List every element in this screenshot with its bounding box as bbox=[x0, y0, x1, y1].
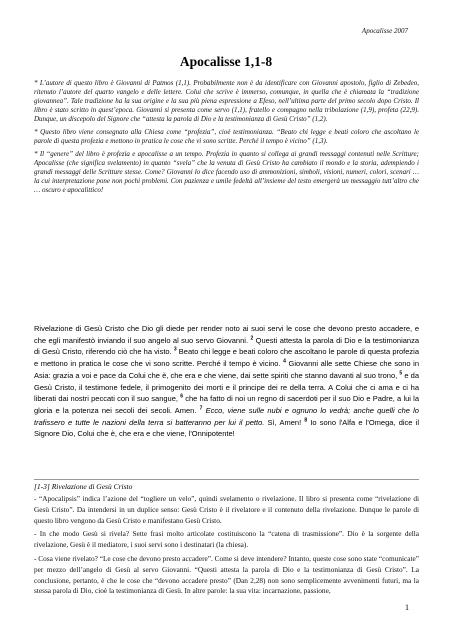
introduction-notes bbox=[34, 79, 419, 199]
section-divider bbox=[34, 479, 419, 480]
verse-7-amen: Sì, Amen! bbox=[267, 417, 302, 427]
section-heading: [1-3] Rivelazione di Gesù Cristo bbox=[34, 482, 133, 491]
verse-number-4: 4 bbox=[283, 358, 286, 365]
verse-2: Questi attesta la parola di Dio e la testimonianza di Gesù Cristo, riferendo ciò che ha visto. bbox=[34, 335, 420, 357]
commentary-paragraph: - “Apocalipsis” indica l’azione del “togliere un velo”, quindi svelamento o rivelazione. Il libro si presenta come “rivelazione di Gesù Cristo”. Da intendersi in un duplice senso: Gesù Cristo è il rivelatore e il contenuto della rivelazione. Dunque le parole di questo libro vengono da Gesù Cristo e manifestano Gesù Cristo. bbox=[34, 494, 419, 525]
verse-5: e da Gesù Cristo, il testimone fedele, il primogenito dei morti e il principe dei re della terra. A Colui che ci ama e ci ha liberati dai nostri peccati con il suo sangue, bbox=[34, 370, 420, 404]
verse-3: Beato chi legge e beati coloro che ascoltano le parole di questa profezia e mettono in pratica le cose che vi sono scritte. Perché il tempo è vicino. bbox=[34, 347, 420, 369]
verse-1: Rivelazione di Gesù Cristo che Dio gli diede per render noto ai suoi servi le cose che devono presto accadere, e che egli manifestò inviando il suo angelo al suo servo Giovanni. bbox=[34, 324, 419, 345]
verse-number-8: 8 bbox=[304, 417, 308, 424]
verse-7-italic: Ecco, viene sulle nubi e ognuno lo vedrà; anche quelli che lo trafissero e tutte le nazioni della terra si batteranno per lui il petto. bbox=[34, 405, 419, 427]
verse-4: Giovanni alle sette Chiese che sono in Asia: grazia a voi e pace da Colui che è, che era e che viene, dai sette spiriti che stanno davanti al suo trono, bbox=[34, 359, 419, 380]
intro-paragraph-genre: * Il “genere” del libro è profezia e apocalisse a un tempo. Profezia in quanto si collega ai grandi messaggi contenuti nelle Scritture; Apocalisse (che significa svelamento) in quanto “svela” che la venuta di Gesù Cristo ha cambiato il mondo e la storia, adempiendo i grandi messaggi delle Scritture stesse. Come? Giovanni lo dice facendo uso di ammonizioni, simboli, visioni, numeri, colori, scenari … la cui interpretazione pone non pochi problemi. Con pazienza e umile fedeltà all’insieme del testo emergerà un messaggio tutt’altro che … oscuro e apocalittico! bbox=[34, 150, 419, 194]
verse-number-6: 6 bbox=[180, 393, 183, 400]
verse-8: Io sono l'Alfa e l'Omega, dice il Signore Dio, Colui che è, che era e che viene, l'Onnipotente! bbox=[34, 417, 419, 439]
commentary-paragraph: - Cosa viene rivelato? “Le cose che devono presto accadere”. Come si deve intendere? Intanto, queste cose sono state “comunicate” per mezzo dell’angelo di Gesù al servo Giovanni. “Questi attesta la parola di Dio e la testimonianza di Gesù Cristo”. La conclusione, pertanto, è che le cose che “devono accadere presto” (Dan 2,28) non sono semplicemente avvenimenti futuri, ma la stessa parola di Dio, cioè la testimonianza di Gesù. In altre parole: la sua vita: incarnazione, passione, bbox=[34, 553, 419, 596]
verse-number-3: 3 bbox=[173, 346, 177, 353]
verse-number-7: 7 bbox=[199, 405, 203, 412]
bible-passage bbox=[34, 323, 419, 440]
verse-number-2: 2 bbox=[250, 335, 254, 342]
page-number: 1 bbox=[405, 603, 409, 612]
commentary bbox=[34, 494, 419, 600]
page-title: Apocalisse 1,1-8 bbox=[179, 54, 273, 69]
intro-paragraph-author: * L’autore di questo libro è Giovanni di Patmos (1,1). Probabilmente non è da identificare con Giovanni apostolo, figlio di Zebedeo, ritenuto l’autore del quarto vangelo e delle lettere. Colui che scrive è immerso, comunque, in quella che è chiamata la “tradizione giovannea”. Tale tradizione ha la sua origine e la sua più piena espressione a Efeso, nell’ultima parte del primo secolo dopo Cristo. Il libro è stato scritto in quest’epoca. Giovanni si presenta come servo (1,1), fratello e compagno nella tribolazione (1,9), profeta (22,9). Dunque, un discepolo del Signore che “attesta la parola di Dio e la testimonianza di Gesù Cristo” (1,2). bbox=[34, 79, 419, 123]
verse-number-5: 5 bbox=[399, 370, 403, 377]
verse-6: che ha fatto di noi un regno di sacerdoti per il suo Dio e Padre, a lui la gloria e la potenza nei secoli dei secoli. Amen. bbox=[34, 394, 420, 415]
intro-paragraph-prophecy: * Questo libro viene consegnato alla Chiesa come “profezia”, cioè testimonianza. “Beato chi legge e beati coloro che ascoltano le parole di questa profezia e mettono in pratica le cose che vi sono scritte. Perché il tempo è vicino” (1,3). bbox=[34, 128, 419, 145]
running-header: Apocalisse 2007 bbox=[361, 27, 408, 35]
commentary-paragraph: - In che modo Gesù si rivela? Sette frasi molto articolate costituiscono la “catena di trasmissione”. Dio è la sorgente della rivelazione, Gesù è il mediatore, i suoi servi sono i destinatari (la chiesa). bbox=[34, 529, 419, 550]
